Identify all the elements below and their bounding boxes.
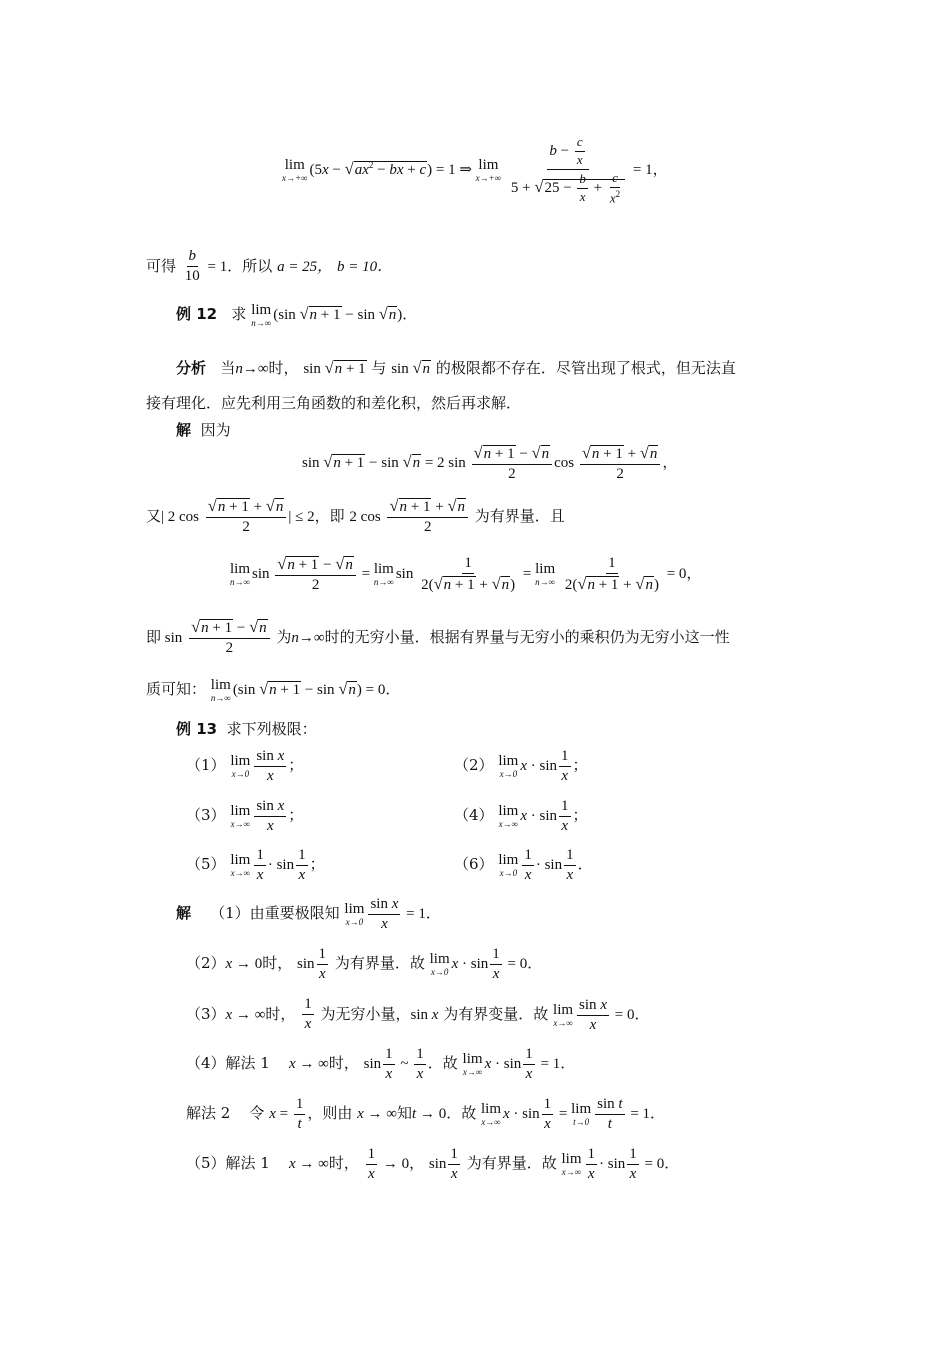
solution-5: （5）解法 1 x → ∞时， $\frac{1}{x}$ → 0， sin $\frac{1}{x}$ 为有界量．故 lim x→∞ $\frac{1}{x}$ · sin $\frac{1}{x}$ = 0． [186,1146,680,1183]
solution-4b: 解法 2 令 x = $\frac{1}{t}$ ，则由 x → ∞知t → 0．故 lim x→∞ x · sin $\frac{1}{x}$ = lim t→0 $\frac{\text{sin t}}{t}$ = 1． [186,1096,666,1133]
analysis-line-1: 分析 当n→∞时， sin √n + 1 与 sin √n 的极限都不存在．尽管出现了根式，但无法直 [176,358,736,377]
solution-1: 解 （1）由重要极限知 lim x→0 $\frac{\text{sin x}}{x}$ = 1． [176,896,441,933]
formula-sum-to-product: sin √n + 1 − sin √n = 2 sin $\frac{√n + 1 - √n}{2}$ cos $\frac{√n + 1 + √n}{2}$ ， [302,443,678,483]
solution-2: （2）x → 0时， sin $\frac{1}{x}$ 为有界量．故 lim x→0 x · sin $\frac{1}{x}$ = 0． [186,946,543,983]
problem-3: （3） lim x→∞ $\frac{\text{sin x}}{x}$ ； [186,798,304,835]
infinitesimal-line: 即 sin $\frac{√n + 1 - √n}{2}$ 为n→∞时的无穷小量．根据有界量与无穷小的乘积仍为无穷小这一性 [146,617,730,657]
solution-3: （3）x → ∞时， $\frac{1}{x}$ 为无穷小量，sin x 为有界变量．故 lim x→∞ $\frac{\text{sin x}}{x}$ = 0． [186,996,650,1033]
bounded-line: 又| 2 cos $\frac{√n + 1 + √n}{2}$ | ≤ 2，即 2 cos $\frac{√n + 1 + √n}{2}$ 为有界量．且 [146,496,565,536]
problem-4: （4） lim x→∞ x · sin $\frac{1}{x}$ ； [454,798,588,835]
analysis-line-2: 接有理化．应先利用三角函数的和差化积，然后再求解． [146,394,522,412]
example-13: 例 13 求下列极限： [176,720,317,738]
line-conclusion: 可得 $\frac{b}{10}$ = 1．所以 a = 25， b = 10． [146,248,393,285]
solution-4a: （4）解法 1 x → ∞时， sin $\frac{1}{x}$ ~ $\frac{1}{x}$ ．故 lim x→∞ x · sin $\frac{1}{x}$ = 1． [186,1046,576,1083]
example-12: 例 12 求 lim n→∞ (sin √n + 1 − sin √n)． [176,302,418,328]
formula-limit-sin: lim n→∞ sin $\frac{√n + 1 - √n}{2}$ = lim n→∞ sin $\frac{1}{2(√n + 1 + √n)}$ = lim n→∞ $\frac{1}{2(√n + 1 + √n)}$ = 0， [230,554,702,594]
conclusion-12: 质可知： lim n→∞ (sin √n + 1 − sin √n) = 0． [146,677,401,703]
formula-top: lim x→+∞ ($5x - √ax^2$ − bx + c) = 1 ⇒ lim x→+∞ b − $\frac{c}{x}$ 5 + √25 − $\frac{b}{x}$ + $\frac{c}{x^2}$ = 1， [282,134,668,206]
problem-5: （5） lim x→∞ $\frac{1}{x}$ · sin $\frac{1}{x}$ ； [186,847,325,884]
problem-2: （2） lim x→0 x · sin $\frac{1}{x}$ ； [454,748,588,785]
solution-intro: 解 因为 [176,421,231,439]
problem-1: （1） lim x→0 $\frac{\text{sin x}}{x}$ ； [186,748,304,785]
problem-6: （6） lim x→0 $\frac{1}{x}$ · sin $\frac{1}{x}$ ． [454,847,593,884]
